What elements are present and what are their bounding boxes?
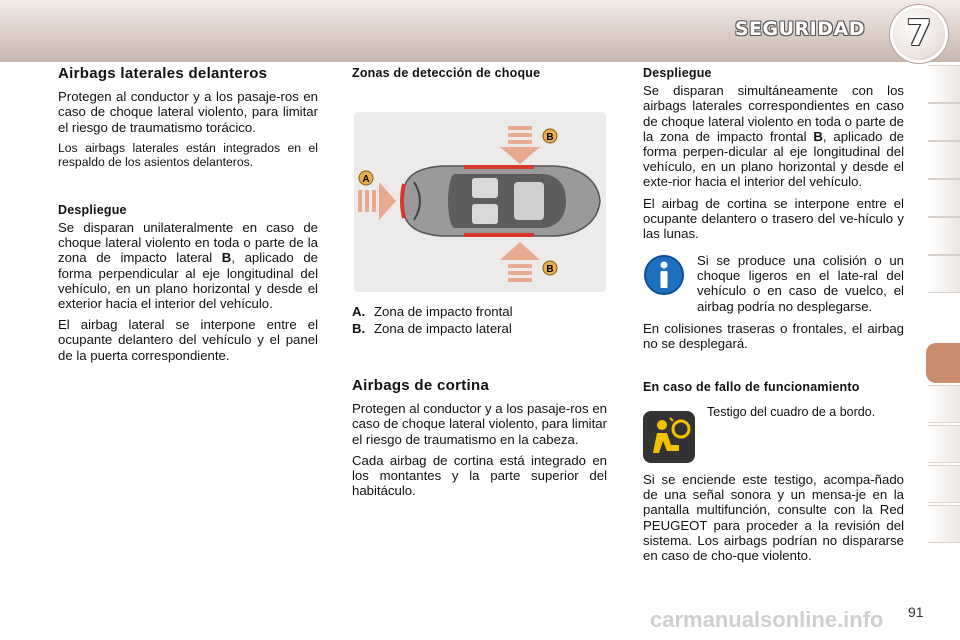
deployment-heading-right: Despliegue [643, 66, 712, 80]
legend-item-lateral: B. Zona de impacto lateral [352, 321, 512, 336]
chapter-tab[interactable] [928, 385, 960, 423]
car-body [402, 166, 600, 236]
chapter-tab[interactable] [928, 179, 960, 217]
side-deployment-text: Se disparan unilateralmente en caso de choque lateral violento en toda o parte de la zona de impacto lateral B, aplicado de forma perpendicular al eje longitudinal del vehículo, en un plano horizontal y desde el exterior hacia el interior del vehículo. [58, 220, 318, 312]
chapter-tabs [928, 65, 960, 575]
watermark: carmanualsonline.info [650, 607, 884, 632]
left-column [58, 66, 318, 369]
car-impact-zones-figure [354, 112, 606, 292]
info-note [697, 253, 904, 320]
info-note-text: Si se produce una colisión o un choque ligeros en el late-ral del vehículo o en caso de vuelco, el airbag podría no desplegarse. [697, 253, 904, 314]
side-airbags-intro: Protegen al conductor y a los pasaje-ros en caso de choque lateral violento, para limitar el riesgo de traumatismo torácico. [58, 89, 318, 135]
malfunction-text: Si se enciende este testigo, acompa-ñado de una señal sonora y un mensa-je en la pantalla multifunción, consulte con la Red PEUGEOT para proceder a la revisión del sistema. Los airbags podrían no dispararse en caso de cho-que violento. [643, 472, 904, 564]
label-a: A [362, 174, 370, 185]
chapter-tab[interactable] [928, 465, 960, 503]
chapter-title: SEGURIDAD [734, 18, 865, 40]
malfunction-section [643, 380, 908, 397]
warning-light-caption [707, 405, 907, 426]
detection-zones-heading: Zonas de detección de choque [352, 66, 541, 80]
warning-light-caption-text: Testigo del cuadro de a bordo. [707, 405, 876, 419]
side-deployment-position: El airbag lateral se interpone entre el ocupante delantero del vehículo y el panel de la puerta correspondiente. [58, 317, 318, 363]
curtain-airbags-intro: Protegen al conductor y a los pasaje-ros en caso de choque lateral violento, para limitar el riesgo de traumatismo en la cabeza. [352, 401, 607, 447]
right-column [643, 66, 904, 247]
page-number: 91 [908, 604, 924, 620]
chapter-number-badge [893, 8, 945, 60]
chapter-tab[interactable] [928, 217, 960, 255]
malfunction-heading: En caso de fallo de funcionamiento [643, 380, 860, 394]
chapter-tab[interactable] [928, 255, 960, 293]
chapter-tab[interactable] [928, 65, 960, 103]
side-airbags-note: Los airbags laterales están integrados en el respaldo de los asientos delanteros. [58, 140, 318, 169]
front-impact-arrow [358, 182, 396, 220]
curtain-deployment-position: El airbag de cortina se interpone entre el ocupante delantero o trasero del ve-hículo y las lunas. [643, 195, 904, 242]
curtain-airbags-section [352, 378, 607, 504]
chapter-tab[interactable] [928, 141, 960, 179]
section-title-side-airbags: Airbags laterales delanteros [58, 65, 268, 82]
section-title-curtain-airbags: Airbags de cortina [352, 377, 490, 394]
collision-note-text: En colisiones traseras o frontales, el airbag no se desplegará. [643, 321, 904, 352]
deployment-heading: Despliegue [58, 202, 127, 217]
front-impact-zone [402, 184, 404, 218]
label-b-bottom: B [546, 264, 554, 275]
side-impact-arrow-top [500, 126, 540, 164]
chapter-tab[interactable] [928, 103, 960, 141]
curtain-deployment-text: Se disparan simultáneamente con los airbags laterales correspondientes en caso de choque lateral violento en toda o parte de la zona de impacto frontal B, aplicado de forma perpen-dicular al eje longitudinal del vehículo, en un plano horizontal y desde el exte-rior hacia el interior del vehículo. [643, 83, 905, 190]
collision-note [643, 321, 904, 357]
legend-item-frontal: A. Zona de impacto frontal [352, 304, 513, 319]
chapter-tab-active[interactable] [926, 343, 960, 383]
curtain-airbags-location: Cada airbag de cortina está integrado en los montantes y la parte superior del habitáculo. [352, 452, 607, 499]
label-b-top: B [546, 132, 554, 143]
info-icon [643, 254, 685, 296]
chapter-tab[interactable] [928, 425, 960, 463]
chapter-header [0, 0, 960, 62]
airbag-warning-light-icon [643, 411, 695, 463]
side-impact-arrow-bottom [500, 242, 540, 282]
middle-column [352, 66, 607, 83]
car-top-view-diagram [354, 112, 606, 292]
malfunction-text-block [643, 472, 904, 569]
chapter-tab[interactable] [928, 505, 960, 543]
chapter-number: 7 [906, 13, 932, 54]
